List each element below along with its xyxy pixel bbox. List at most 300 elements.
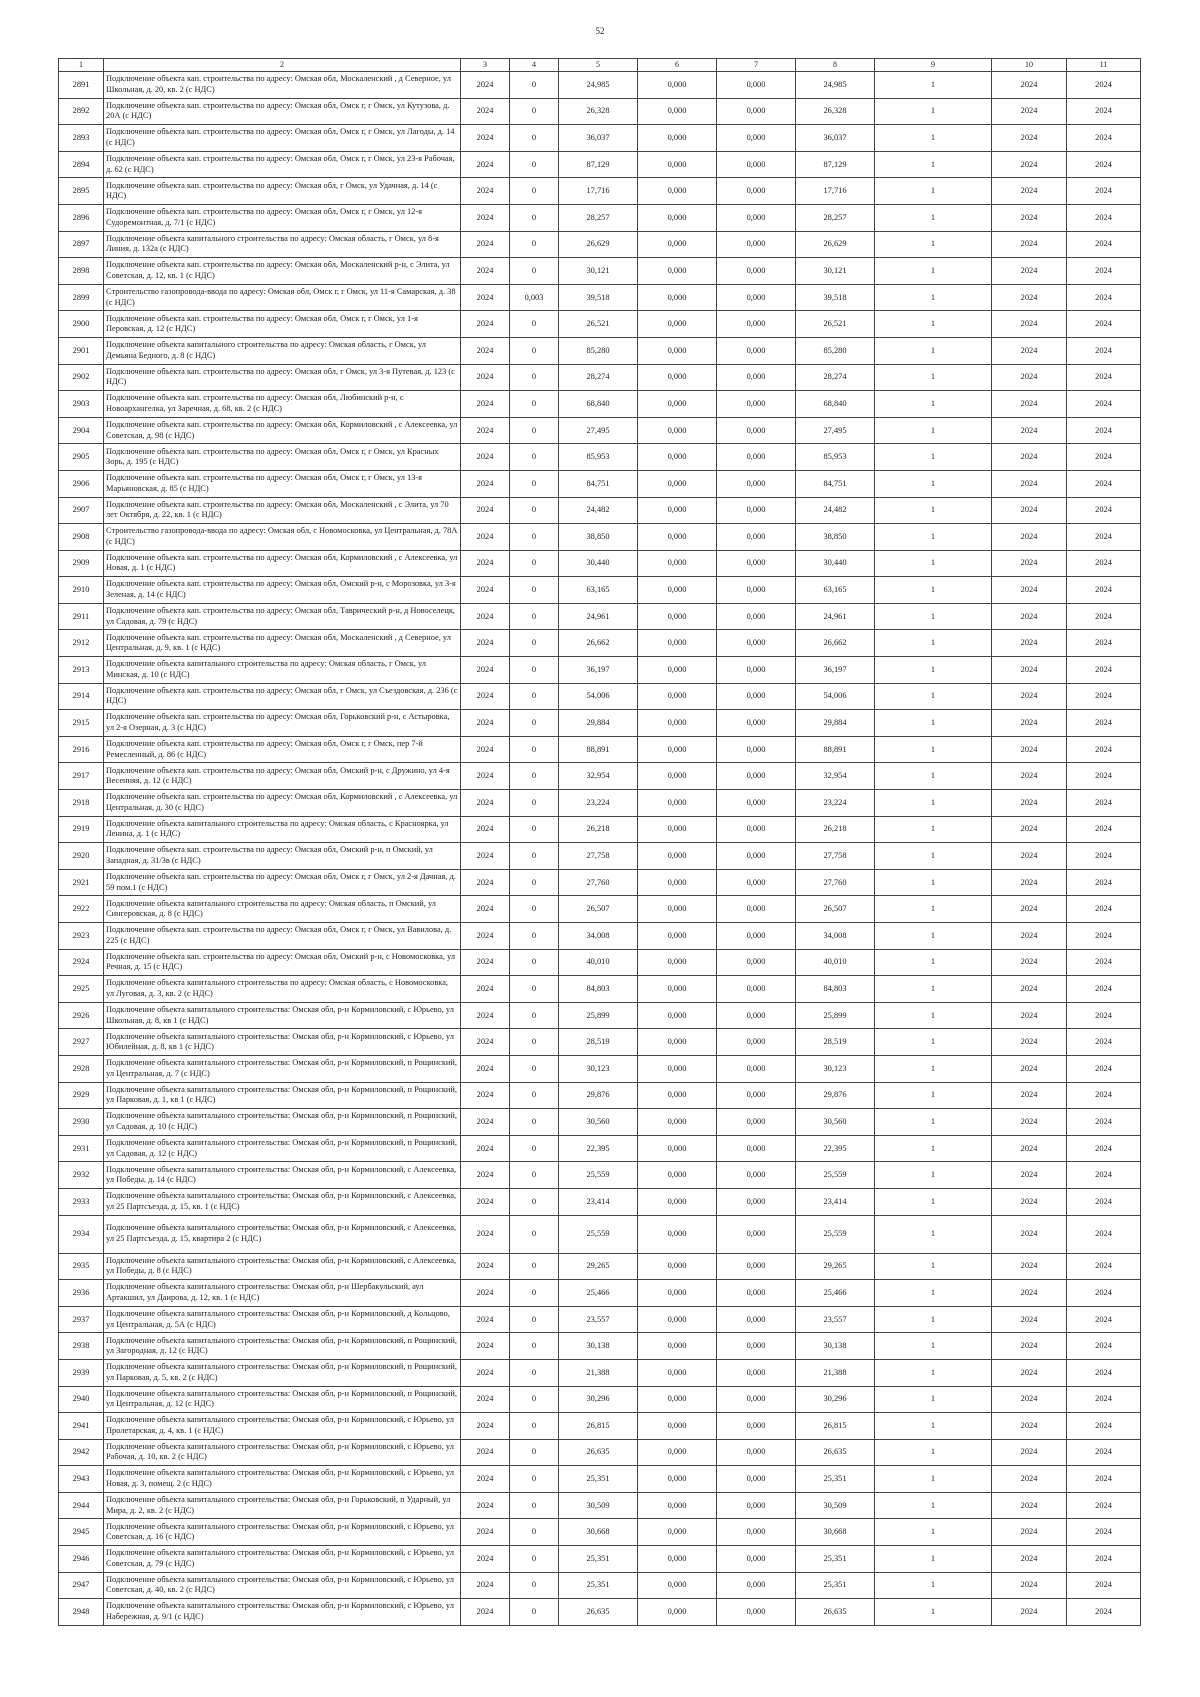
table-row bbox=[59, 1519, 1141, 1546]
col-4-value: 0 bbox=[510, 896, 559, 923]
object-description: Подключение объекта капитального строительства по адресу: Омская область, г Омск, ул 8-я Линия, д. 132а (с НДС) bbox=[104, 231, 461, 258]
col-9-value: 1 bbox=[875, 151, 992, 178]
col-9-value: 1 bbox=[875, 311, 992, 338]
col-11-value: 2024 bbox=[1067, 949, 1141, 976]
row-number: 2924 bbox=[59, 949, 104, 976]
col-8-value: 25,899 bbox=[796, 1002, 875, 1029]
col-7-value: 0,000 bbox=[717, 1215, 796, 1253]
col-10-value: 2024 bbox=[992, 1492, 1067, 1519]
col-6-value: 0,000 bbox=[638, 284, 717, 311]
col-9-value: 1 bbox=[875, 204, 992, 231]
col-8-value: 25,351 bbox=[796, 1466, 875, 1493]
col-10-value: 2024 bbox=[992, 231, 1067, 258]
col-9-value: 1 bbox=[875, 1082, 992, 1109]
col-5-value: 27,495 bbox=[559, 417, 638, 444]
col-7-value: 0,000 bbox=[717, 550, 796, 577]
col-6-value: 0,000 bbox=[638, 1082, 717, 1109]
col-11-value: 2024 bbox=[1067, 1306, 1141, 1333]
col-8-value: 25,559 bbox=[796, 1162, 875, 1189]
row-number: 2911 bbox=[59, 603, 104, 630]
col-8-value: 23,224 bbox=[796, 790, 875, 817]
col-10-value: 2024 bbox=[992, 204, 1067, 231]
col-7-value: 0,000 bbox=[717, 444, 796, 471]
col-8-value: 26,662 bbox=[796, 630, 875, 657]
table-row bbox=[59, 1439, 1141, 1466]
col-4-value: 0 bbox=[510, 1109, 559, 1136]
col-8-value: 24,961 bbox=[796, 603, 875, 630]
col-7-value: 0,000 bbox=[717, 524, 796, 551]
col-6-value: 0,000 bbox=[638, 1492, 717, 1519]
col-9-value: 1 bbox=[875, 1135, 992, 1162]
col-7-value: 0,000 bbox=[717, 1162, 796, 1189]
col-7-value: 0,000 bbox=[717, 657, 796, 684]
col-11-value: 2024 bbox=[1067, 1162, 1141, 1189]
col-8-value: 29,265 bbox=[796, 1253, 875, 1280]
col-8-value: 30,138 bbox=[796, 1333, 875, 1360]
col-10-value: 2024 bbox=[992, 657, 1067, 684]
col-7-value: 0,000 bbox=[717, 1359, 796, 1386]
col-11-value: 2024 bbox=[1067, 1188, 1141, 1215]
col-9-value: 1 bbox=[875, 1359, 992, 1386]
col-9-value: 1 bbox=[875, 1253, 992, 1280]
col-11-value: 2024 bbox=[1067, 1599, 1141, 1626]
col-4-value: 0 bbox=[510, 843, 559, 870]
col-9-value: 1 bbox=[875, 1188, 992, 1215]
col-11-value: 2024 bbox=[1067, 710, 1141, 737]
col-4-value: 0 bbox=[510, 1492, 559, 1519]
col-5-value: 36,037 bbox=[559, 125, 638, 152]
col-7-value: 0,000 bbox=[717, 843, 796, 870]
row-number: 2929 bbox=[59, 1082, 104, 1109]
col-10-value: 2024 bbox=[992, 1253, 1067, 1280]
table-row bbox=[59, 577, 1141, 604]
col-7-value: 0,000 bbox=[717, 896, 796, 923]
row-number: 2931 bbox=[59, 1135, 104, 1162]
col-6-value: 0,000 bbox=[638, 603, 717, 630]
col-9-value: 1 bbox=[875, 1546, 992, 1573]
table-row bbox=[59, 364, 1141, 391]
col-9-value: 1 bbox=[875, 1280, 992, 1307]
object-description: Подключение объекта капитального строительства: Омская обл, р-н Кормиловский, с Юрьево, ул Советская, д. 16 (с НДС) bbox=[104, 1519, 461, 1546]
col-11-value: 2024 bbox=[1067, 1439, 1141, 1466]
row-number: 2915 bbox=[59, 710, 104, 737]
object-description: Подключение объекта кап. строительства по адресу: Омская обл, Омск г, г Омск, пер 7-й Ремесленный, д. 86 (с НДС) bbox=[104, 736, 461, 763]
col-3-value: 2024 bbox=[461, 151, 510, 178]
object-description: Подключение объекта капитального строительства: Омская обл, р-н Кормиловский, п Рощинский, ул Центральная, д. 7 (с НДС) bbox=[104, 1055, 461, 1082]
col-3-value: 2024 bbox=[461, 1082, 510, 1109]
col-10-value: 2024 bbox=[992, 843, 1067, 870]
col-5-value: 24,985 bbox=[559, 72, 638, 99]
table-row bbox=[59, 657, 1141, 684]
object-description: Подключение объекта кап. строительства по адресу: Омская обл, Горьковский р-н, с Астыровка, ул 2-я Озерная, д. 3 (с НДС) bbox=[104, 710, 461, 737]
col-3-value: 2024 bbox=[461, 204, 510, 231]
col-6-value: 0,000 bbox=[638, 470, 717, 497]
row-number: 2936 bbox=[59, 1280, 104, 1307]
col-3-value: 2024 bbox=[461, 869, 510, 896]
object-description: Подключение объекта капитального строительства: Омская обл, р-н Кормиловский, с Юрьево, ул Набережная, д. 9/1 (с НДС) bbox=[104, 1599, 461, 1626]
col-11-value: 2024 bbox=[1067, 231, 1141, 258]
col-9-value: 1 bbox=[875, 790, 992, 817]
col-5-value: 26,328 bbox=[559, 98, 638, 125]
col-3-value: 2024 bbox=[461, 1109, 510, 1136]
col-9-value: 1 bbox=[875, 1215, 992, 1253]
col-6-value: 0,000 bbox=[638, 311, 717, 338]
col-5-value: 25,351 bbox=[559, 1546, 638, 1573]
col-9-value: 1 bbox=[875, 683, 992, 710]
row-number: 2906 bbox=[59, 470, 104, 497]
col-3-value: 2024 bbox=[461, 1002, 510, 1029]
object-description: Подключение объекта кап. строительства по адресу: Омская обл, Омск г, г Омск, ул Кутузова, д. 20А (с НДС) bbox=[104, 98, 461, 125]
col-6-value: 0,000 bbox=[638, 1215, 717, 1253]
col-9-value: 1 bbox=[875, 923, 992, 950]
col-10-value: 2024 bbox=[992, 550, 1067, 577]
object-description: Подключение объекта кап. строительства по адресу: Омская обл, Омск г, г Омск, ул 13-я Марьяновская, д. 85 (с НДС) bbox=[104, 470, 461, 497]
row-number: 2945 bbox=[59, 1519, 104, 1546]
col-6-value: 0,000 bbox=[638, 1002, 717, 1029]
col-7-value: 0,000 bbox=[717, 1002, 796, 1029]
row-number: 2942 bbox=[59, 1439, 104, 1466]
col-8-value: 28,257 bbox=[796, 204, 875, 231]
col-5-value: 28,274 bbox=[559, 364, 638, 391]
col-8-value: 26,629 bbox=[796, 231, 875, 258]
object-description: Подключение объекта капитального строительства по адресу: Омская область, г Омск, ул Минская, д. 10 (с НДС) bbox=[104, 657, 461, 684]
col-8-value: 30,440 bbox=[796, 550, 875, 577]
col-9-value: 1 bbox=[875, 1439, 992, 1466]
col-10-value: 2024 bbox=[992, 1082, 1067, 1109]
col-5-value: 38,850 bbox=[559, 524, 638, 551]
col-3-value: 2024 bbox=[461, 1055, 510, 1082]
col-6-value: 0,000 bbox=[638, 391, 717, 418]
col-7-value: 0,000 bbox=[717, 1572, 796, 1599]
col-3-value: 2024 bbox=[461, 364, 510, 391]
col-8-value: 36,037 bbox=[796, 125, 875, 152]
col-3-value: 2024 bbox=[461, 1280, 510, 1307]
col-9-value: 1 bbox=[875, 98, 992, 125]
col-4-value: 0 bbox=[510, 869, 559, 896]
col-6-value: 0,000 bbox=[638, 1055, 717, 1082]
col-10-value: 2024 bbox=[992, 98, 1067, 125]
col-5-value: 21,388 bbox=[559, 1359, 638, 1386]
table-row bbox=[59, 869, 1141, 896]
col-6-value: 0,000 bbox=[638, 976, 717, 1003]
col-7-value: 0,000 bbox=[717, 178, 796, 205]
object-description: Подключение объекта капитального строительства: Омская обл, р-н Кормиловский, п Рощинский, ул Центральная, д. 12 (с НДС) bbox=[104, 1386, 461, 1413]
row-number: 2903 bbox=[59, 391, 104, 418]
col-11-value: 2024 bbox=[1067, 923, 1141, 950]
column-header: 11 bbox=[1067, 59, 1141, 72]
col-10-value: 2024 bbox=[992, 923, 1067, 950]
object-description: Подключение объекта кап. строительства по адресу: Омская обл, Омск г, г Омск, ул Вавилова, д. 225 (с НДС) bbox=[104, 923, 461, 950]
table-row bbox=[59, 1215, 1141, 1253]
col-8-value: 38,850 bbox=[796, 524, 875, 551]
col-10-value: 2024 bbox=[992, 258, 1067, 285]
col-9-value: 1 bbox=[875, 1306, 992, 1333]
table-row bbox=[59, 736, 1141, 763]
table-row bbox=[59, 178, 1141, 205]
col-7-value: 0,000 bbox=[717, 470, 796, 497]
row-number: 2917 bbox=[59, 763, 104, 790]
col-6-value: 0,000 bbox=[638, 1029, 717, 1056]
col-4-value: 0 bbox=[510, 550, 559, 577]
row-number: 2893 bbox=[59, 125, 104, 152]
table-row bbox=[59, 843, 1141, 870]
col-6-value: 0,000 bbox=[638, 869, 717, 896]
col-4-value: 0 bbox=[510, 391, 559, 418]
col-4-value: 0 bbox=[510, 1413, 559, 1440]
table-row bbox=[59, 417, 1141, 444]
object-description: Подключение объекта капитального строительства: Омская обл, р-н Кормиловский, с Юрьево, ул Юбилейная, д. 8, кв 1 (с НДС) bbox=[104, 1029, 461, 1056]
row-number: 2916 bbox=[59, 736, 104, 763]
col-3-value: 2024 bbox=[461, 763, 510, 790]
row-number: 2897 bbox=[59, 231, 104, 258]
col-5-value: 34,008 bbox=[559, 923, 638, 950]
col-10-value: 2024 bbox=[992, 470, 1067, 497]
col-5-value: 85,280 bbox=[559, 337, 638, 364]
col-8-value: 24,985 bbox=[796, 72, 875, 99]
col-6-value: 0,000 bbox=[638, 417, 717, 444]
row-number: 2930 bbox=[59, 1109, 104, 1136]
row-number: 2913 bbox=[59, 657, 104, 684]
col-7-value: 0,000 bbox=[717, 497, 796, 524]
object-description: Подключение объекта капитального строительства: Омская обл, р-н Кормиловский, с Юрьево, ул Школьная, д. 8, кв 1 (с НДС) bbox=[104, 1002, 461, 1029]
col-3-value: 2024 bbox=[461, 444, 510, 471]
col-11-value: 2024 bbox=[1067, 1215, 1141, 1253]
table-row bbox=[59, 976, 1141, 1003]
col-3-value: 2024 bbox=[461, 1492, 510, 1519]
col-3-value: 2024 bbox=[461, 1572, 510, 1599]
col-4-value: 0 bbox=[510, 577, 559, 604]
col-7-value: 0,000 bbox=[717, 98, 796, 125]
col-8-value: 28,274 bbox=[796, 364, 875, 391]
col-5-value: 25,559 bbox=[559, 1162, 638, 1189]
col-10-value: 2024 bbox=[992, 1109, 1067, 1136]
col-5-value: 84,803 bbox=[559, 976, 638, 1003]
object-description: Подключение объекта капитального строительства: Омская обл, р-н Кормиловский, с Алексеевка, ул Победы, д. 14 (с НДС) bbox=[104, 1162, 461, 1189]
col-10-value: 2024 bbox=[992, 736, 1067, 763]
col-8-value: 26,507 bbox=[796, 896, 875, 923]
object-description: Подключение объекта кап. строительства по адресу: Омская обл, Омск г, г Омск, ул 23-я Рабочая, д. 62 (с НДС) bbox=[104, 151, 461, 178]
col-11-value: 2024 bbox=[1067, 470, 1141, 497]
col-5-value: 26,635 bbox=[559, 1599, 638, 1626]
col-4-value: 0 bbox=[510, 1029, 559, 1056]
col-10-value: 2024 bbox=[992, 1439, 1067, 1466]
col-4-value: 0 bbox=[510, 1055, 559, 1082]
table-row bbox=[59, 1109, 1141, 1136]
col-7-value: 0,000 bbox=[717, 763, 796, 790]
col-7-value: 0,000 bbox=[717, 1188, 796, 1215]
col-8-value: 27,760 bbox=[796, 869, 875, 896]
object-description: Подключение объекта капитального строительства по адресу: Омская область, с Новомосковка, ул Луговая, д. 3, кв. 2 (с НДС) bbox=[104, 976, 461, 1003]
table-row bbox=[59, 337, 1141, 364]
col-10-value: 2024 bbox=[992, 72, 1067, 99]
col-11-value: 2024 bbox=[1067, 869, 1141, 896]
col-11-value: 2024 bbox=[1067, 311, 1141, 338]
col-10-value: 2024 bbox=[992, 1359, 1067, 1386]
col-9-value: 1 bbox=[875, 630, 992, 657]
col-3-value: 2024 bbox=[461, 311, 510, 338]
col-3-value: 2024 bbox=[461, 683, 510, 710]
col-5-value: 54,006 bbox=[559, 683, 638, 710]
col-9-value: 1 bbox=[875, 178, 992, 205]
col-4-value: 0 bbox=[510, 763, 559, 790]
col-6-value: 0,000 bbox=[638, 736, 717, 763]
col-8-value: 84,751 bbox=[796, 470, 875, 497]
col-11-value: 2024 bbox=[1067, 683, 1141, 710]
col-9-value: 1 bbox=[875, 1055, 992, 1082]
col-11-value: 2024 bbox=[1067, 763, 1141, 790]
col-11-value: 2024 bbox=[1067, 1333, 1141, 1360]
col-7-value: 0,000 bbox=[717, 1253, 796, 1280]
col-7-value: 0,000 bbox=[717, 1386, 796, 1413]
col-11-value: 2024 bbox=[1067, 364, 1141, 391]
col-7-value: 0,000 bbox=[717, 1082, 796, 1109]
col-9-value: 1 bbox=[875, 577, 992, 604]
table-row bbox=[59, 1082, 1141, 1109]
col-11-value: 2024 bbox=[1067, 178, 1141, 205]
col-5-value: 29,884 bbox=[559, 710, 638, 737]
object-description: Подключение объекта капитального строительства: Омская обл, р-н Кормиловский, с Алексеевка, ул Победы, д. 8 (с НДС) bbox=[104, 1253, 461, 1280]
col-5-value: 26,218 bbox=[559, 816, 638, 843]
col-3-value: 2024 bbox=[461, 710, 510, 737]
row-number: 2935 bbox=[59, 1253, 104, 1280]
col-6-value: 0,000 bbox=[638, 1162, 717, 1189]
row-number: 2922 bbox=[59, 896, 104, 923]
col-10-value: 2024 bbox=[992, 630, 1067, 657]
col-6-value: 0,000 bbox=[638, 524, 717, 551]
col-11-value: 2024 bbox=[1067, 151, 1141, 178]
col-6-value: 0,000 bbox=[638, 497, 717, 524]
col-5-value: 30,121 bbox=[559, 258, 638, 285]
col-7-value: 0,000 bbox=[717, 337, 796, 364]
col-9-value: 1 bbox=[875, 1029, 992, 1056]
col-4-value: 0,003 bbox=[510, 284, 559, 311]
col-9-value: 1 bbox=[875, 1162, 992, 1189]
object-description: Подключение объекта кап. строительства по адресу: Омская обл, Кормиловский , с Алексеевка, ул Центральная, д. 30 (с НДС) bbox=[104, 790, 461, 817]
object-description: Подключение объекта кап. строительства по адресу: Омская обл, Москаленский р-н, с Элита, ул Советская, д. 12, кв. 1 (с НДС) bbox=[104, 258, 461, 285]
col-9-value: 1 bbox=[875, 1109, 992, 1136]
col-8-value: 85,953 bbox=[796, 444, 875, 471]
col-8-value: 23,557 bbox=[796, 1306, 875, 1333]
table-row bbox=[59, 790, 1141, 817]
col-9-value: 1 bbox=[875, 816, 992, 843]
table-row bbox=[59, 497, 1141, 524]
col-6-value: 0,000 bbox=[638, 1333, 717, 1360]
row-number: 2907 bbox=[59, 497, 104, 524]
row-number: 2919 bbox=[59, 816, 104, 843]
col-10-value: 2024 bbox=[992, 444, 1067, 471]
col-11-value: 2024 bbox=[1067, 1492, 1141, 1519]
row-number: 2918 bbox=[59, 790, 104, 817]
col-3-value: 2024 bbox=[461, 231, 510, 258]
column-header: 7 bbox=[717, 59, 796, 72]
col-6-value: 0,000 bbox=[638, 1280, 717, 1307]
object-description: Подключение объекта капитального строительства: Омская обл, р-н Кормиловский, с Алексеевка, ул 25 Партсъезда, д. 15, кв. 1 (с НДС) bbox=[104, 1188, 461, 1215]
col-10-value: 2024 bbox=[992, 417, 1067, 444]
row-number: 2938 bbox=[59, 1333, 104, 1360]
col-8-value: 63,165 bbox=[796, 577, 875, 604]
col-5-value: 25,351 bbox=[559, 1466, 638, 1493]
col-6-value: 0,000 bbox=[638, 630, 717, 657]
table-row bbox=[59, 630, 1141, 657]
col-10-value: 2024 bbox=[992, 1188, 1067, 1215]
col-5-value: 63,165 bbox=[559, 577, 638, 604]
col-7-value: 0,000 bbox=[717, 816, 796, 843]
object-description: Подключение объекта капитального строительства: Омская обл, р-н Кормиловский, п Рощинский, ул Парковая, д. 1, кв 1 (с НДС) bbox=[104, 1082, 461, 1109]
col-6-value: 0,000 bbox=[638, 843, 717, 870]
col-5-value: 84,751 bbox=[559, 470, 638, 497]
col-7-value: 0,000 bbox=[717, 231, 796, 258]
col-11-value: 2024 bbox=[1067, 1253, 1141, 1280]
col-4-value: 0 bbox=[510, 1439, 559, 1466]
col-4-value: 0 bbox=[510, 125, 559, 152]
col-11-value: 2024 bbox=[1067, 1029, 1141, 1056]
col-3-value: 2024 bbox=[461, 1466, 510, 1493]
col-9-value: 1 bbox=[875, 1333, 992, 1360]
table-row bbox=[59, 1029, 1141, 1056]
object-description: Подключение объекта капитального строительства: Омская обл, р-н Шербакульский, аул Артакшил, ул Даирова, д. 12, кв. 1 (с НДС) bbox=[104, 1280, 461, 1307]
col-3-value: 2024 bbox=[461, 178, 510, 205]
col-5-value: 68,840 bbox=[559, 391, 638, 418]
table-row bbox=[59, 470, 1141, 497]
col-8-value: 22,395 bbox=[796, 1135, 875, 1162]
col-10-value: 2024 bbox=[992, 1519, 1067, 1546]
col-10-value: 2024 bbox=[992, 710, 1067, 737]
col-9-value: 1 bbox=[875, 258, 992, 285]
col-4-value: 0 bbox=[510, 470, 559, 497]
col-10-value: 2024 bbox=[992, 337, 1067, 364]
col-10-value: 2024 bbox=[992, 284, 1067, 311]
col-7-value: 0,000 bbox=[717, 1055, 796, 1082]
page-number: 52 bbox=[595, 26, 605, 36]
object-description: Подключение объекта капитального строительства: Омская обл, р-н Кормиловский, с Юрьево, ул Советская, д. 40, кв. 2 (с НДС) bbox=[104, 1572, 461, 1599]
object-description: Подключение объекта кап. строительства по адресу: Омская обл, Омский р-н, п Омский, ул Западная, д. 31/3в (с НДС) bbox=[104, 843, 461, 870]
col-3-value: 2024 bbox=[461, 1333, 510, 1360]
col-6-value: 0,000 bbox=[638, 1413, 717, 1440]
col-8-value: 25,351 bbox=[796, 1546, 875, 1573]
object-description: Подключение объекта капитального строительства: Омская обл, р-н Кормиловский, п Рощинский, ул Садовая, д. 10 (с НДС) bbox=[104, 1109, 461, 1136]
col-10-value: 2024 bbox=[992, 976, 1067, 1003]
row-number: 2925 bbox=[59, 976, 104, 1003]
col-10-value: 2024 bbox=[992, 1599, 1067, 1626]
data-table bbox=[58, 58, 1141, 1626]
col-7-value: 0,000 bbox=[717, 869, 796, 896]
col-8-value: 25,559 bbox=[796, 1215, 875, 1253]
col-3-value: 2024 bbox=[461, 1386, 510, 1413]
col-8-value: 26,328 bbox=[796, 98, 875, 125]
col-10-value: 2024 bbox=[992, 577, 1067, 604]
col-4-value: 0 bbox=[510, 1359, 559, 1386]
table-row bbox=[59, 1306, 1141, 1333]
col-3-value: 2024 bbox=[461, 524, 510, 551]
table-row bbox=[59, 603, 1141, 630]
col-7-value: 0,000 bbox=[717, 72, 796, 99]
col-8-value: 26,218 bbox=[796, 816, 875, 843]
col-5-value: 29,876 bbox=[559, 1082, 638, 1109]
object-description: Подключение объекта капитального строительства: Омская обл, р-н Кормиловский, с Юрьево, ул Пролетарская, д. 4, кв. 1 (с НДС) bbox=[104, 1413, 461, 1440]
col-8-value: 39,518 bbox=[796, 284, 875, 311]
table-row bbox=[59, 1572, 1141, 1599]
object-description: Подключение объекта кап. строительства по адресу: Омская обл, Кормиловский , с Алексеевка, ул Советская, д. 98 (с НДС) bbox=[104, 417, 461, 444]
col-7-value: 0,000 bbox=[717, 311, 796, 338]
col-5-value: 27,758 bbox=[559, 843, 638, 870]
table-row bbox=[59, 550, 1141, 577]
row-number: 2944 bbox=[59, 1492, 104, 1519]
col-4-value: 0 bbox=[510, 1162, 559, 1189]
col-3-value: 2024 bbox=[461, 1546, 510, 1573]
col-4-value: 0 bbox=[510, 1386, 559, 1413]
col-4-value: 0 bbox=[510, 949, 559, 976]
row-number: 2933 bbox=[59, 1188, 104, 1215]
